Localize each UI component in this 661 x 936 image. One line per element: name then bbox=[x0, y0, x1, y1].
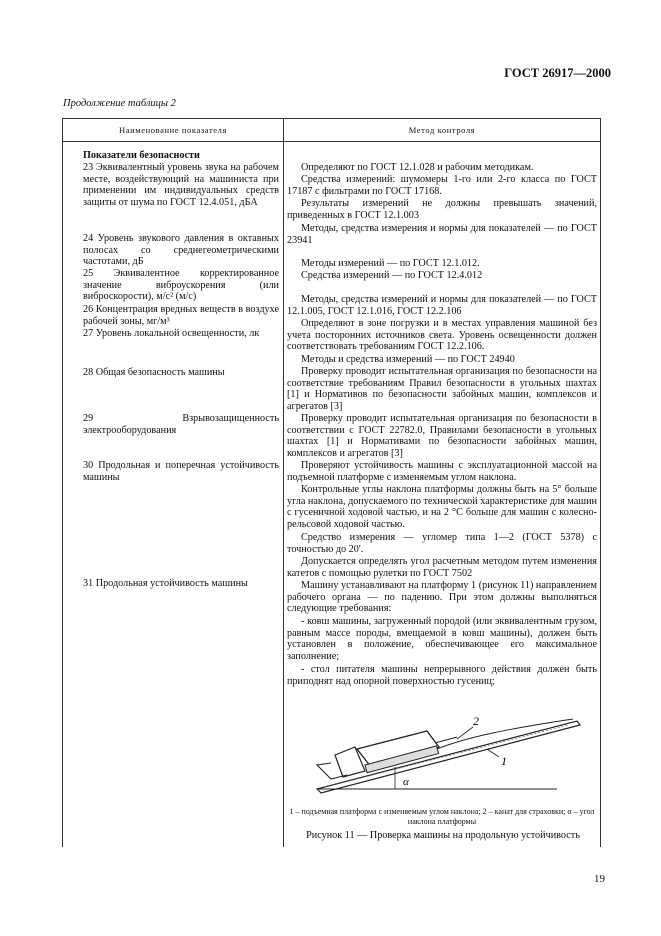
indicator-23: 23 Эквивалентный уровень звука на рабочем месте, воздействующий на машиниста при применении им индивидуальных средств защиты от шума по ГОСТ 12.4.051, дБА bbox=[83, 162, 279, 208]
method-26: Методы, средства измерений и нормы для показателей — по ГОСТ 12.1.005, ГОСТ 12.1.016, ГОСТ 12.2.106 bbox=[287, 294, 597, 317]
indicator-31: 31 Продольная устойчивость машины bbox=[83, 578, 248, 589]
column-header-method: Метод контроля bbox=[408, 125, 476, 135]
table bbox=[62, 118, 601, 847]
figure-caption: 1 – подъемная платформа с изменяемым углом наклона; 2 – канат для страховки; α – угол наклона платформы bbox=[289, 807, 595, 826]
column-divider bbox=[283, 119, 284, 847]
indicator-25: 25 Эквивалентное корректированное значение виброускорения (или виброскорости), м/с² (м/с) bbox=[83, 268, 279, 303]
method-27-2: Методы и средства измерений — по ГОСТ 24940 bbox=[301, 354, 515, 365]
method-31-1: Машину устанавливают на платформу 1 (рисунок 11) направлением рабочего органа — по падению. При этом должны выполняться следующие требования: bbox=[287, 580, 597, 615]
method-23-1: Определяют по ГОСТ 12.1.028 и рабочим методикам. bbox=[301, 162, 534, 173]
indicator-29: 29 Взрывозащищенность электрооборудования bbox=[83, 413, 279, 436]
indicator-28: 28 Общая безопасность машины bbox=[83, 367, 225, 378]
method-24: Методы, средства измерения и нормы для показателей — по ГОСТ 23941 bbox=[287, 223, 597, 246]
method-31-2: - ковш машины, загруженный породой (или эквивалентным грузом, равным массе породы, вмещаемой в ковш машины), должен быть установлен в положение, обеспечивающее его максимальное заполнение; bbox=[287, 616, 597, 662]
method-27-1: Определяют в зоне погрузки и в местах управления машиной без учета посторонних источников света. Уровень освещенности должен соответствовать требованиям ГОСТ 12.2.106. bbox=[287, 318, 597, 353]
method-31-3: - стол питателя машины непрерывного действия должен быть приподнят над опорной поверхностью гусениц; bbox=[287, 664, 597, 687]
method-23-2: Средства измерений: шумомеры 1-го или 2-го класса по ГОСТ 17187 с фильтрами по ГОСТ 17168. bbox=[287, 174, 597, 197]
method-25-1: Методы измерений — по ГОСТ 12.1.012. bbox=[301, 258, 480, 269]
figure-label-2: 2 bbox=[473, 714, 479, 728]
method-23-3: Результаты измерений не должны превышать значений, приведенных в ГОСТ 12.1.003 bbox=[287, 198, 597, 221]
stability-test-figure bbox=[287, 709, 597, 801]
method-30-2: Контрольные углы наклона платформы должны быть на 5° больше угла наклона, допускаемого по технической характеристике для машин с гусеничной ходовой частью, и на 2 °С больше для машин с колесно-рельсовой ходовой частью. bbox=[287, 484, 598, 530]
indicator-24: 24 Уровень звукового давления в октавных полосах со среднегеометрическими частотами, дБ bbox=[83, 233, 279, 268]
column-header-indicator: Наименование показателя bbox=[118, 125, 227, 135]
page-number: 19 bbox=[594, 873, 605, 885]
method-30-1: Проверяют устойчивость машины с эксплуатационной массой на подъемной платформе с изменяемым углом наклона. bbox=[287, 460, 597, 483]
document-code: ГОСТ 26917—2000 bbox=[504, 66, 611, 80]
figure-title: Рисунок 11 — Проверка машины на продольную устойчивость bbox=[306, 830, 580, 841]
table-continuation-label: Продолжение таблицы 2 bbox=[63, 98, 176, 109]
figure-label-1: 1 bbox=[501, 754, 507, 768]
section-title: Показатели безопасности bbox=[83, 150, 200, 161]
method-29: Проверку проводит испытательная организация по безопасности в соответствии с ГОСТ 22782.0, Правилами безопасности в угольных шахтах [1] и Нормативами по безопасности забойных машин, комплексов и агрегатов [3] bbox=[287, 413, 597, 459]
indicator-26: 26 Концентрация вредных веществ в воздухе рабочей зоны, мг/м³ bbox=[83, 304, 279, 327]
method-28: Проверку проводит испытательная организация по безопасности на соответствие требованиям Правил безопасности в угольных шахтах [1] и Нормативов по безопасности забойных машин, комплексов и агрегатов [3] bbox=[287, 366, 597, 412]
indicator-27: 27 Уровень локальной освещенности, лк bbox=[83, 328, 260, 339]
figure-label-alpha: α bbox=[403, 776, 409, 788]
method-30-3: Средство измерения — угломер типа 1—2 (ГОСТ 5378) с точностью до 20'. bbox=[287, 532, 597, 555]
method-30-4: Допускается определять угол расчетным методом путем изменения катетов с помощью рулетки по ГОСТ 7502 bbox=[287, 556, 597, 579]
indicator-30: 30 Продольная и поперечная устойчивость машины bbox=[83, 460, 279, 483]
method-25-2: Средства измерений — по ГОСТ 12.4.012 bbox=[301, 270, 483, 281]
platform-hatch bbox=[325, 725, 569, 787]
table-header bbox=[63, 119, 600, 142]
machine bbox=[317, 731, 457, 779]
